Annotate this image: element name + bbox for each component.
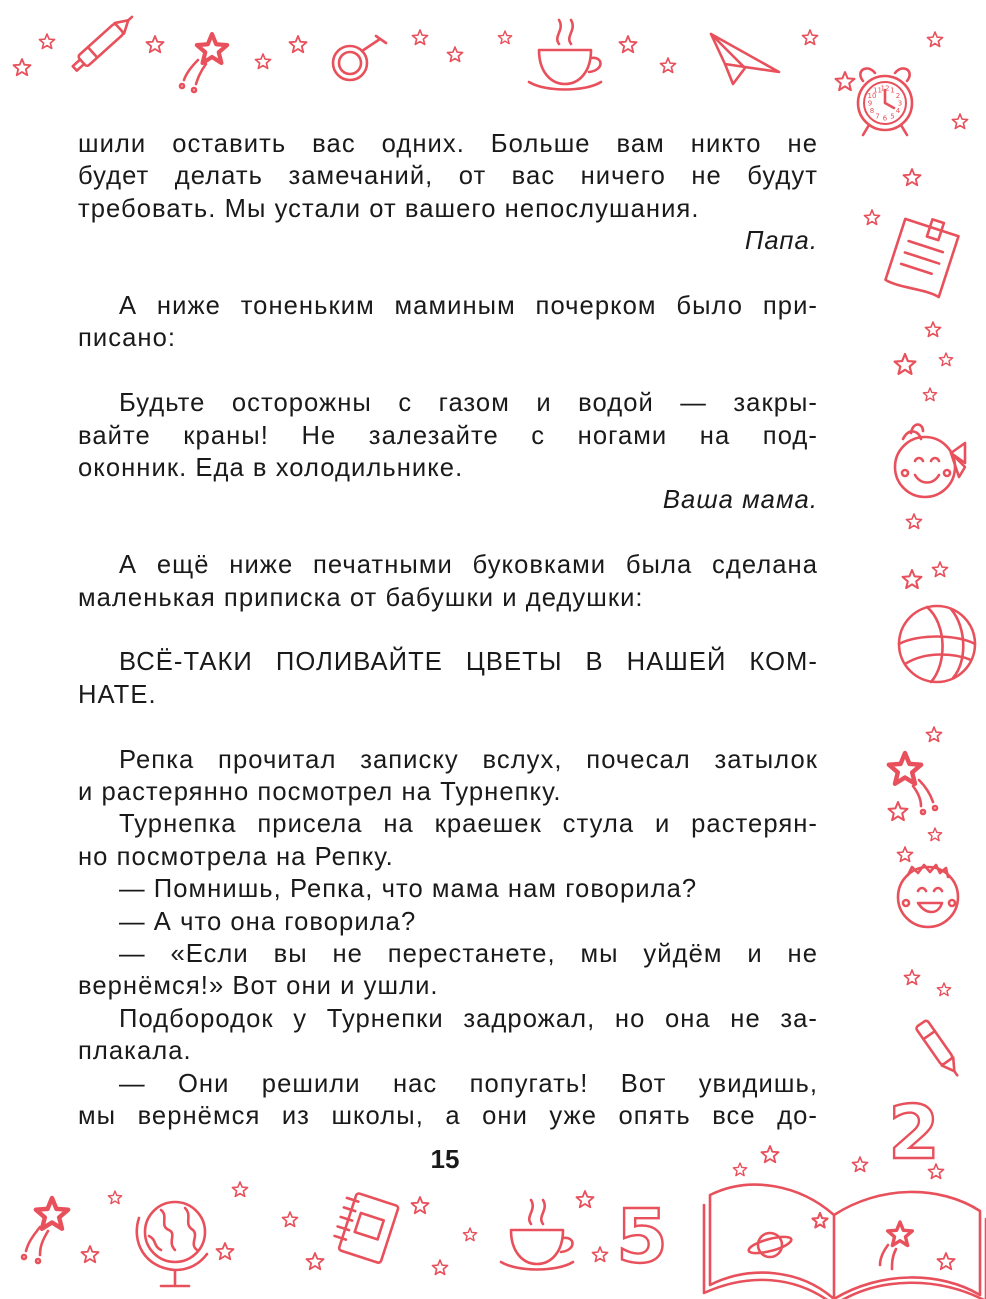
dialogue-line: — А что она говорила?	[119, 907, 417, 936]
star-icon	[619, 36, 636, 52]
star-icon	[282, 1212, 297, 1226]
star-icon	[852, 1157, 867, 1171]
dialogue-line: мы вернёмся из школы, а они уже опять все до-	[78, 1102, 818, 1131]
star-icon	[592, 1247, 607, 1261]
dialogue-line: — Помнишь, Репка, что мама нам говорила?	[119, 875, 698, 904]
clock-digit: 11	[873, 86, 882, 95]
star-icon	[932, 562, 947, 576]
paragraph-line: и растерянно посмотрел на Турнепку.	[78, 778, 562, 807]
digit-two-icon: 2	[888, 1090, 940, 1176]
star-icon	[864, 210, 879, 224]
star-icon	[463, 1228, 476, 1241]
star-icon	[411, 1197, 428, 1213]
star-icon	[13, 59, 30, 75]
star-icon	[802, 30, 817, 44]
signature-papa: Папа.	[744, 227, 818, 256]
paragraph-line: требовать. Мы устали от вашего непослушания.	[78, 194, 700, 223]
clock-digit: 9	[867, 99, 873, 108]
star-icon	[897, 847, 912, 861]
star-icon	[903, 570, 922, 588]
clock-digit: 7	[875, 112, 880, 121]
paragraph-line: ВСЁ-ТАКИ ПОЛИВАЙТЕ ЦВЕТЫ В НАШЕЙ КОМ-	[119, 648, 818, 677]
star-icon	[925, 322, 940, 336]
star-icon	[216, 1243, 233, 1259]
signature-mama: Ваша мама.	[662, 486, 818, 515]
paper-plane-icon	[711, 34, 779, 84]
star-icon	[889, 802, 908, 820]
dialogue-line: вернёмся!» Вот они и ушли.	[78, 972, 439, 1001]
star-icon	[412, 30, 427, 44]
clock-digit: 6	[882, 114, 888, 123]
star-icon	[660, 58, 675, 72]
star-icon	[306, 1253, 323, 1269]
star-icon	[895, 354, 916, 374]
basketball-icon	[899, 606, 975, 682]
paragraph-line: Будьте осторожны с газом и водой — закры-	[119, 389, 818, 418]
star-icon	[952, 114, 967, 128]
digit-five-icon: 5	[616, 1194, 668, 1280]
star-icon	[39, 34, 54, 48]
star-icon	[939, 353, 952, 366]
paragraph-line: Турнепка присела на краешек стула и растерян-	[119, 810, 818, 839]
girl-face-icon	[895, 425, 965, 498]
globe-icon	[137, 1202, 207, 1286]
alarm-clock-icon	[858, 68, 912, 135]
clock-digit: 1	[890, 86, 895, 95]
paragraph-line: Репка прочитал записку вслух, почесал затылок	[119, 745, 818, 774]
star-icon	[904, 970, 919, 984]
paragraph-line: плакала.	[78, 1037, 192, 1066]
pen-icon	[70, 12, 137, 74]
paragraph-line: но посмотрела на Репку.	[78, 842, 394, 871]
shooting-star-icon	[180, 34, 227, 92]
star-icon	[146, 36, 163, 52]
clock-digit: 4	[895, 107, 901, 115]
star-icon	[836, 72, 855, 90]
star-icon	[108, 1191, 121, 1204]
star-icon	[255, 54, 270, 68]
paragraph-line: оконник. Еда в холодильнике.	[78, 454, 464, 483]
star-icon	[289, 36, 306, 52]
clock-digit: 12	[880, 84, 890, 93]
story-text	[78, 128, 818, 1133]
coffee-cup-icon	[501, 1200, 573, 1270]
notebook-icon	[331, 1190, 399, 1263]
star-icon	[906, 514, 921, 528]
clock-digit: 5	[890, 112, 895, 121]
star-icon	[576, 1191, 593, 1207]
paragraph-line: будет делать замечаний, от вас ничего не будут	[78, 162, 818, 191]
star-icon	[937, 983, 950, 996]
paragraph-line: НАТЕ.	[78, 680, 157, 709]
star-icon	[432, 1260, 447, 1274]
star-icon	[81, 1246, 98, 1262]
shooting-star-icon	[22, 1198, 68, 1263]
paragraph-line: шили оставить вас одних. Больше вам никто не	[78, 130, 818, 158]
star-icon	[498, 31, 511, 44]
star-icon	[232, 1182, 247, 1196]
paragraph-line: вайте краны! Не залезайте с ногами на под-	[78, 421, 818, 450]
page-number: 15	[430, 1144, 460, 1174]
dialogue-line: — Они решили нас попугать! Вот увидишь,	[119, 1069, 818, 1098]
star-icon	[926, 727, 941, 741]
paragraph-line: А ниже тоненьким маминым почерком было при-	[119, 292, 818, 321]
star-icon	[937, 1253, 954, 1269]
coffee-cup-icon	[529, 20, 601, 90]
star-icon	[923, 388, 936, 401]
star-icon	[447, 47, 462, 61]
paragraph-line: Подбородок у Турнепки задрожал, но она не за-	[119, 1004, 818, 1033]
clock-digit: 2	[895, 92, 901, 100]
clock-digit: 3	[897, 99, 903, 108]
open-book-icon	[704, 1185, 986, 1299]
star-icon	[903, 169, 920, 185]
clock-digit: 8	[869, 107, 875, 115]
star-icon	[733, 1163, 746, 1176]
pen-icon	[915, 1020, 963, 1080]
star-icon	[928, 828, 941, 841]
star-icon	[761, 1146, 778, 1162]
notepad-icon	[885, 211, 961, 298]
paragraph-line: маленькая приписка от бабушки и дедушки:	[78, 583, 644, 612]
paragraph-line: А ещё ниже печатными буковками была сделана	[119, 551, 818, 580]
magnifier-icon	[333, 36, 386, 80]
star-icon	[927, 32, 942, 46]
boy-face-icon	[898, 865, 958, 927]
dialogue-line: — «Если вы не перестанете, мы уйдём и не	[119, 940, 818, 969]
paragraph-line: писано:	[78, 324, 177, 353]
clock-digit: 10	[867, 92, 877, 100]
